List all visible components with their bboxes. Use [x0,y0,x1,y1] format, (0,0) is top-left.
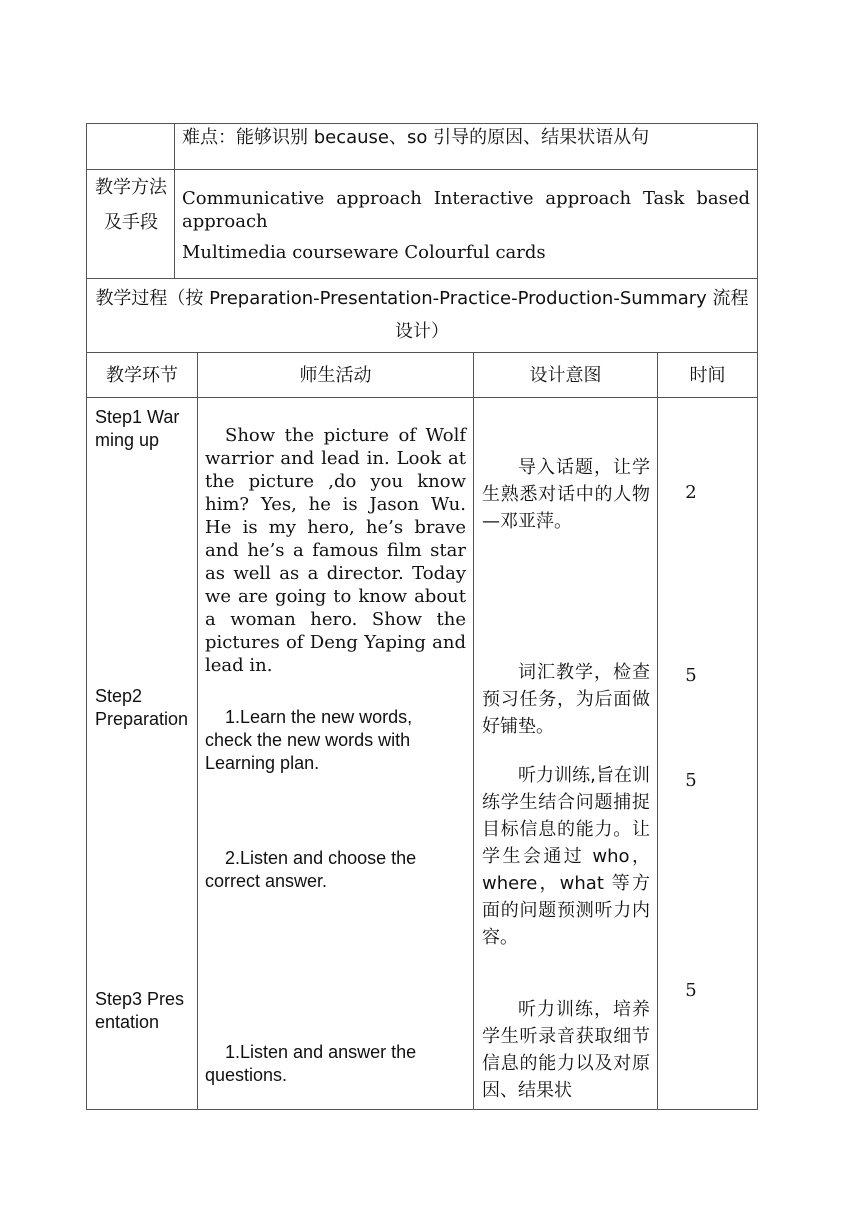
difficulty-text: 难点：能够识别 because、so 引导的原因、结果状语从句 [182,127,650,148]
intent-1: 导入话题，让学生熟悉对话中的人物—邓亚萍。 [482,457,650,532]
activity-1: Show the picture of Wolf warrior and lead in. Look at the picture ,do you know him? Yes, he is Jason Wu. He is my hero, he’s brave and he’s a famous film star as well as a director. Today we are going to know about a woman hero. Show the pictures of Deng Yaping and lead in. [205,425,466,676]
time-3: 5 [685,770,697,791]
intent-3: 听力训练,旨在训练学生结合问题捕捉目标信息的能力。让学生会通过 who，where，what 等方面的问题预测听力内容。 [482,765,650,948]
activity-2: 1.Learn the new words, check the new words with Learning plan. [205,707,413,773]
row-divider [86,278,758,279]
header-time: 时间 [689,365,726,386]
step-label-1: Step1 Warming up [95,407,180,450]
activity-3: 2.Listen and choose the correct answer. [205,848,417,891]
activity-4: 1.Listen and answer the questions. [205,1042,417,1085]
col-divider [174,123,175,278]
header-step: 教学环节 [106,365,178,386]
header-activity: 师生活动 [299,365,372,386]
intent-2: 词汇教学，检查预习任务，为后面做好铺垫。 [482,662,650,737]
time-1: 2 [685,482,697,503]
methods-line-2: Multimedia courseware Colourful cards [182,242,546,263]
step-label-2: Step2 Preparation [95,686,189,729]
col-divider [197,352,198,1110]
methods-line-1: Communicative approach Interactive approach Task based approach [182,188,750,232]
col-divider [473,352,474,1110]
intent-4: 听力训练，培养学生听录音获取细节信息的能力以及对原因、结果状 [482,999,650,1101]
time-4: 5 [685,980,697,1001]
header-intent: 设计意图 [529,365,602,386]
time-2: 5 [685,665,697,686]
process-heading: 教学过程（按 Preparation-Presentation-Practice-Production-Summary 流程设计） [95,288,749,342]
step-label-3: Step3 Presentation [95,989,185,1032]
row-divider [86,169,758,170]
methods-label: 教学方法及手段 [95,177,167,233]
